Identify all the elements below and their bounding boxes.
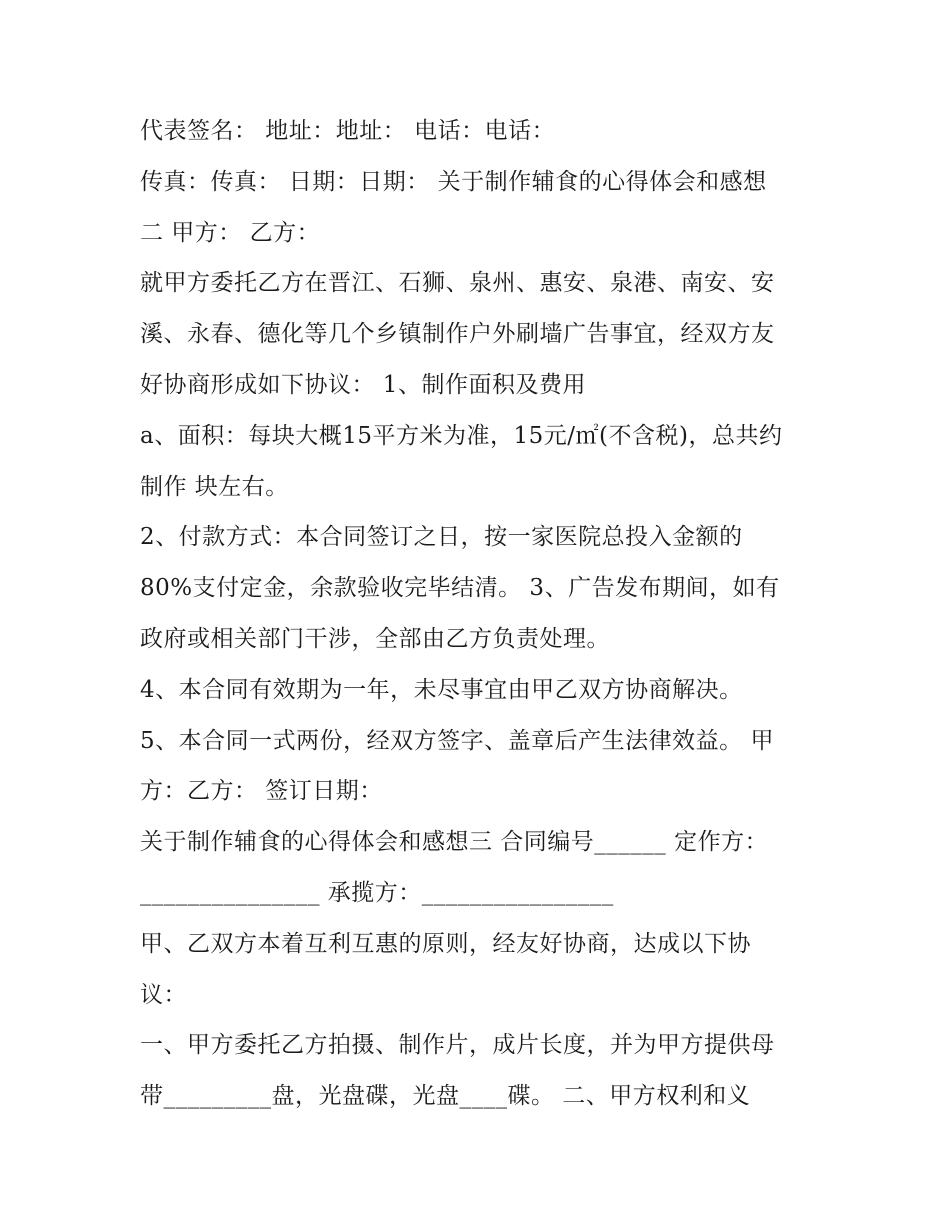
text-line: 方：乙方： 签订日期： [140, 778, 383, 805]
document-body [140, 106, 820, 1122]
text-line: 好协商形成如下协议： 1、制作面积及费用 [140, 371, 586, 398]
text-line: 一、甲方委托乙方拍摄、制作片，成片长度，并为甲方提供母 [140, 1032, 775, 1059]
text-line: 2、付款方式：本合同签订之日，按一家医院总投入金额的 [140, 524, 743, 551]
text-line: 5、本合同一式两份，经双方签字、盖章后产生法律效益。 甲 [140, 727, 774, 754]
text-line: 甲、乙双方本着互利互惠的原则，经友好协商，达成以下协 [140, 930, 751, 957]
text-line: 关于制作辅食的心得体会和感想三 合同编号______ 定作方： [140, 829, 769, 856]
text-line: a、面积：每块大概15平方米为准，15元/㎡(不含税)，总共约 [140, 422, 783, 449]
text-line: 制作 块左右。 [140, 473, 289, 500]
text-line: _______________ 承揽方：________________ [140, 879, 614, 906]
text-line: 80%支付定金，余款验收完毕结清。 3、广告发布期间，如有 [140, 575, 780, 602]
text-line: 4、本合同有效期为一年，未尽事宜由甲乙双方协商解决。 [140, 676, 743, 703]
text-line: 传真：传真： 日期：日期： 关于制作辅食的心得体会和感想 [140, 168, 767, 195]
text-line: 二 甲方： 乙方： [140, 219, 321, 246]
text-line: 政府或相关部门干涉，全部由乙方负责处理。 [140, 625, 610, 652]
text-line: 带_________盘，光盘碟，光盘____碟。 二、甲方权利和义 [140, 1083, 751, 1110]
text-line: 议： [140, 981, 187, 1008]
text-line: 代表签名： 地址：地址： 电话：电话： [140, 118, 556, 144]
text-line: 就甲方委托乙方在晋江、石狮、泉州、惠安、泉港、南安、安 [140, 270, 775, 297]
text-line: 溪、永春、德化等几个乡镇制作户外刷墙广告事宜，经双方友 [140, 321, 775, 348]
